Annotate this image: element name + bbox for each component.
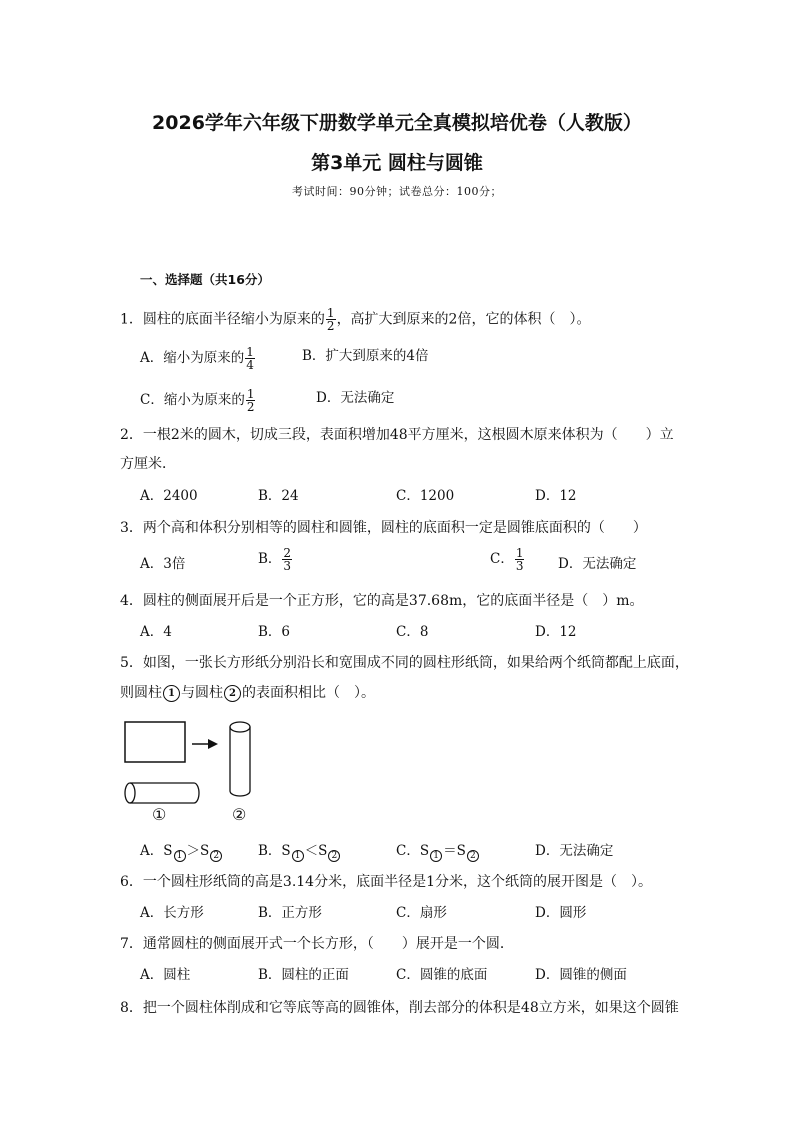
option-c[interactable]: C．圆锥的底面 — [396, 967, 488, 983]
option-b[interactable]: B．S $_1$ ＜S $_2$ — [258, 842, 341, 862]
question-2: 2．一根2米的圆木，切成三段，表面积增加48平方厘米，这根圆木原来体积为（ ）立 — [120, 427, 674, 443]
fraction: $\frac{1}{2}$ — [246, 387, 255, 414]
question-2-cont: 方厘米． — [120, 456, 176, 472]
figure-label-2: ② — [232, 805, 247, 824]
question-5: 5．如图，一张长方形纸分别沿长和宽围成不同的圆柱形纸筒，如果给两个纸筒都配上底面， — [120, 655, 689, 671]
question-5-cont: 则圆柱 1 与圆柱 2 的表面积相比（ ）。 — [120, 685, 375, 701]
cylinder-2-top — [230, 722, 250, 732]
question-3: 3．两个高和体积分别相等的圆柱和圆锥，圆柱的底面积一定是圆锥底面积的（ ） — [120, 520, 647, 536]
question-6: 6．一个圆柱形纸筒的高是3.14分米，底面半径是1分米，这个纸筒的展开图是（ ）。 — [120, 874, 652, 890]
fraction: $\frac{2}{3}$ — [283, 546, 292, 573]
section-heading: 一、选择题（共16分） — [140, 272, 270, 287]
option-b[interactable]: B．正方形 — [258, 905, 322, 921]
exam-title: 2026学年六年级下册数学单元全真模拟培优卷（人教版） — [152, 112, 642, 134]
option-c[interactable]: C．缩小为原来的 $\frac{1}{2}$ — [140, 387, 255, 414]
question-text: ，高扩大到原来的2倍，它的体积（ ）。 — [336, 311, 591, 328]
figure-label-1: ① — [152, 805, 167, 824]
fraction: $\frac{1}{4}$ — [246, 345, 254, 372]
option-b[interactable]: B．圆柱的正面 — [258, 967, 349, 983]
option-a[interactable]: A．3倍 — [140, 556, 186, 572]
option-c[interactable]: C．8 — [396, 624, 429, 640]
circled-number: 1 — [163, 685, 180, 702]
option-a[interactable]: A．长方形 — [140, 905, 204, 921]
cylinder-1-end — [125, 783, 135, 803]
exam-info: 考试时间：90分钟；试卷总分：100分； — [292, 185, 502, 198]
option-d[interactable]: D．无法确定 — [316, 390, 395, 406]
arrow-head-icon — [208, 739, 218, 749]
option-d[interactable]: D．圆形 — [535, 905, 587, 921]
option-a[interactable]: A．S $_1$ ＞S $_2$ — [140, 842, 223, 862]
option-a[interactable]: A．圆柱 — [140, 967, 191, 983]
option-c[interactable]: C． $\frac{1}{3}$ — [490, 546, 524, 573]
question-8: 8．把一个圆柱体削成和它等底等高的圆锥体，削去部分的体积是48立方米，如果这个圆锥 — [120, 1000, 679, 1016]
cylinder-2-bottom — [230, 791, 250, 796]
option-a[interactable]: A．4 — [140, 624, 172, 640]
question-1 — [120, 307, 590, 332]
option-d[interactable]: D．无法确定 — [535, 843, 614, 859]
circled-number: 2 — [224, 685, 241, 702]
option-d[interactable]: D．12 — [535, 488, 577, 504]
option-b[interactable]: B．扩大到原来的4倍 — [302, 348, 429, 364]
option-b[interactable]: B．6 — [258, 624, 291, 640]
option-a[interactable]: A．缩小为原来的 $\frac{1}{4}$ — [140, 345, 254, 372]
option-c[interactable]: C．1200 — [396, 488, 455, 504]
fraction: $\frac{1}{2}$ — [326, 306, 335, 333]
option-a[interactable]: A．2400 — [140, 488, 198, 504]
unit-title: 第3单元 圆柱与圆锥 — [311, 152, 483, 174]
option-d[interactable]: D．圆锥的侧面 — [535, 967, 627, 983]
paper-rectangle — [125, 722, 185, 762]
question-4: 4．圆柱的侧面展开后是一个正方形，它的高是37.68m，它的底面半径是（ ）m。 — [120, 593, 644, 609]
option-c[interactable]: C．扇形 — [396, 905, 447, 921]
question-text: 1．圆柱的底面半径缩小为原来的 — [120, 311, 325, 328]
option-b[interactable]: B．24 — [258, 488, 299, 504]
option-d[interactable]: D．无法确定 — [558, 556, 637, 572]
option-c[interactable]: C．S $_1$ ＝S $_2$ — [396, 842, 480, 862]
fraction: $\frac{1}{3}$ — [515, 546, 524, 573]
option-b[interactable]: B． $\frac{2}{3}$ — [258, 546, 292, 573]
question-7: 7．通常圆柱的侧面展开式一个长方形，（ ）展开是一个圆． — [120, 936, 514, 952]
option-d[interactable]: D．12 — [535, 624, 577, 640]
